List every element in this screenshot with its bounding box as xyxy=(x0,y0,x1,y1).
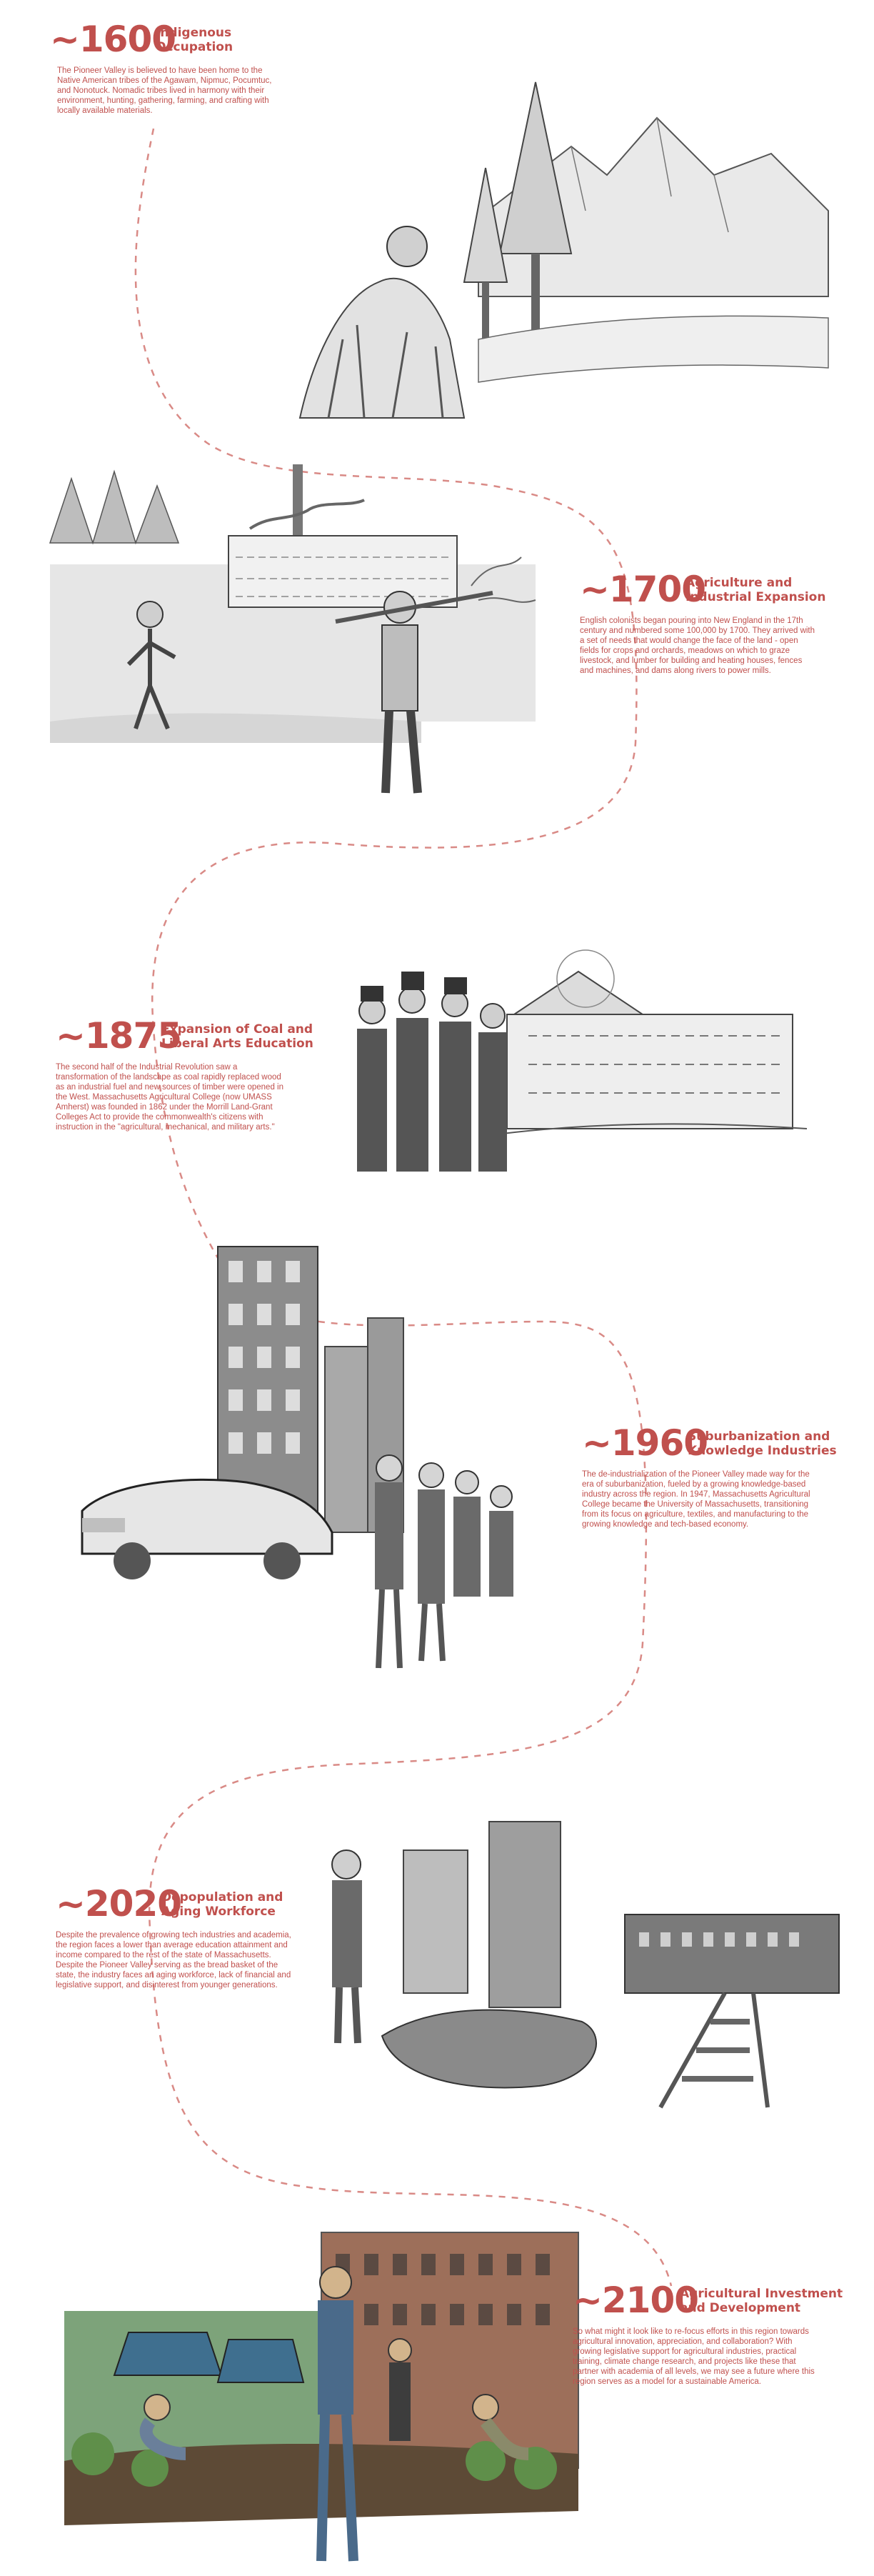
era-1600 xyxy=(50,21,321,150)
era-title-line-2: Industrial Expansion xyxy=(685,590,826,604)
era-title-line-2: Occupation xyxy=(156,40,233,54)
era-year: ~1600 xyxy=(50,19,176,60)
era-title-line-1: Indigenous xyxy=(156,26,232,40)
era-title-line-2: Aging Workforce xyxy=(161,1904,276,1919)
era-title-line-1: Expansion of Coal and xyxy=(161,1022,313,1037)
era-body: The Pioneer Valley is believed to have been home to the Native American tribes of the Agawam, Nipmuc, Pocumtuc, and Nonotuck. Nomadic tribes lived in harmony with their environment, hunting, gathering, farming, and crafting with locally available materials. xyxy=(57,66,272,115)
illustration-indigenous-landscape xyxy=(300,68,828,418)
era-title-line-2: and Development xyxy=(680,2301,801,2315)
era-title-line-2: Liberal Arts Education xyxy=(161,1037,313,1051)
illustration-college-gentlemen xyxy=(343,950,807,1193)
era-1875 xyxy=(56,1015,341,1161)
era-1700 xyxy=(580,571,851,714)
era-year: ~2020 xyxy=(56,1883,182,1924)
era-body: So what might it look like to re-focus efforts in this region towards agricultural innovation, appreciation, and collaboration? With growing legislative support for agricultural industries, practical training, climate change research, and projects like these that partner with academia of all levels, we may see a future where this region serves as a model for a sustainable America. xyxy=(573,2327,815,2386)
illustration-modern-rail-city xyxy=(325,1807,839,2107)
era-1960 xyxy=(582,1422,853,1568)
era-body: Despite the prevalence of growing tech industries and academia, the region faces a lower than average education attainment and income compared to the rest of the state of Massachusetts. Despite the Pioneer Valley serving as the bread basket of the state, the industry faces an aging workforce, lack of financial and legislative support, and disinterest from younger generations. xyxy=(56,1931,291,1990)
era-year: ~2100 xyxy=(573,2280,699,2321)
era-title-line-1: Agricultural Investment xyxy=(680,2287,843,2301)
era-body: The de-industrialization of the Pioneer Valley made way for the era of suburbanization, fueled by a growing knowledge-based industry across the region. In 1947, Massachusetts Agricultural College became the University of Massachusetts, transitioning from its focus on agriculture, textiles, and manufacturing to the growing knowledge and tech-based economy. xyxy=(582,1470,810,1529)
era-year: ~1700 xyxy=(580,569,706,610)
era-year: ~1875 xyxy=(56,1015,182,1057)
era-body: English colonists began pouring into New England in the 17th century and numbered some 100,000 by 1700. They arrived with a set of needs that would change the face of the land - open fields for crops and orchards, meadows on which to graze livestock, and lumber for building and heating houses, fences and machines, and dams along rivers to power mills. xyxy=(580,616,815,675)
era-year: ~1960 xyxy=(582,1422,708,1464)
era-title-line-2: Knowledge Industries xyxy=(688,1444,837,1458)
era-2020 xyxy=(56,1883,341,2036)
illustration-agriculture-industry xyxy=(50,450,536,800)
era-title-line-1: Depopulation and xyxy=(161,1890,283,1904)
era-body: The second half of the Industrial Revolution saw a transformation of the landscape as coal rapidly replaced wood as an industrial fuel and new sources of timber were opened in the West. Massachusetts Agricultural College (now UMASS Amherst) was founded in 1862 under the Morrill Land-Grant Colleges Act to provide the commonwealth's citizens with instruction in the "agricultural, mechanical, and military arts." xyxy=(56,1063,283,1132)
illustration-future-agriculture xyxy=(64,2225,578,2568)
era-2100 xyxy=(573,2282,858,2425)
era-title-line-1: Suburbanization and xyxy=(688,1429,830,1444)
illustration-city-suburban xyxy=(82,1247,525,1668)
era-title-line-1: Agriculture and xyxy=(685,576,793,590)
